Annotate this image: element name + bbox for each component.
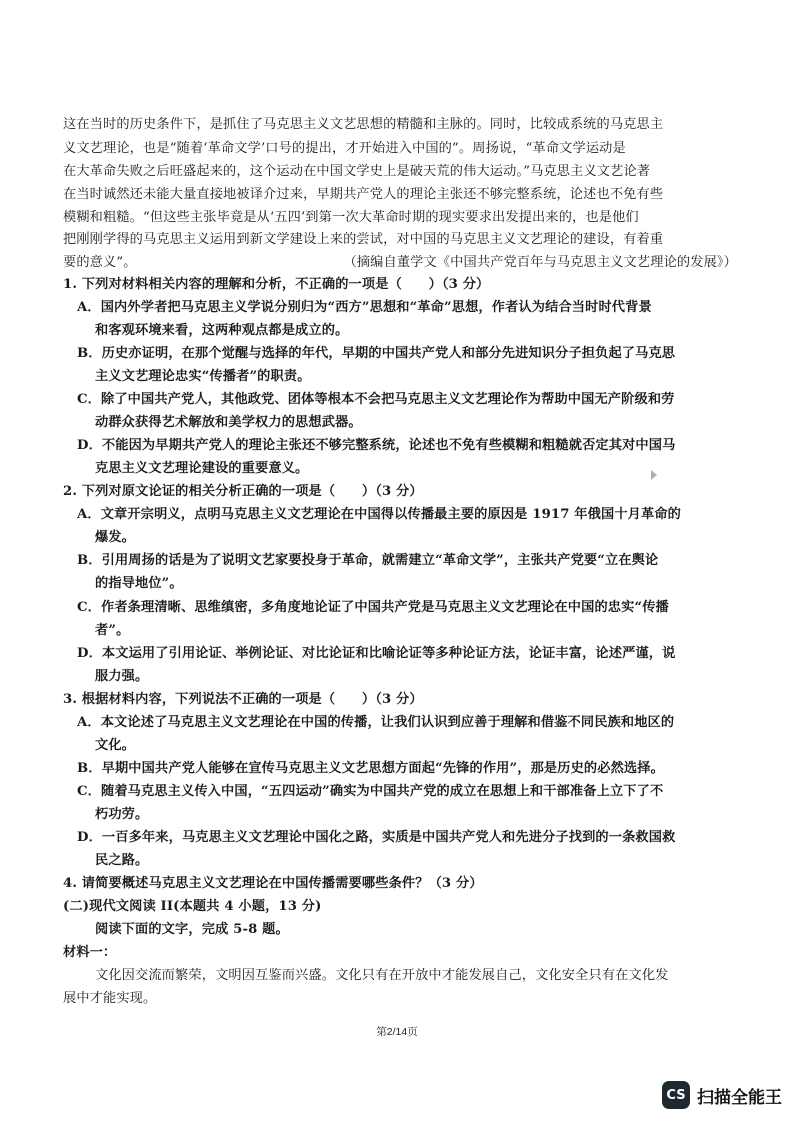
page-number: 第2/14页 [376, 1026, 418, 1038]
q2-option-a: A．文章开宗明义，点明马克思主义文艺理论在中国得以传播最主要的原因是 1917 年俄国十月革命的 [77, 507, 682, 522]
section-heading: (二)现代文阅读 II(本题共 4 小题，13 分) [63, 899, 322, 914]
q1-option-b-cont: 主义文艺理论忠实“传播者”的职责。 [95, 369, 311, 384]
camscanner-logo-icon: CS [662, 1081, 690, 1109]
q3-option-b: B．早期中国共产党人能够在宣传马克思主义文艺思想方面起“先锋的作用”，那是历史的必然选择。 [77, 761, 664, 776]
q3-option-d-cont: 民之路。 [95, 853, 149, 868]
q1-option-a-cont: 和客观环境来看，这两种观点都是成立的。 [95, 323, 349, 338]
q1-option-a: A．国内外学者把马克思主义学说分别归为“西方”思想和“革命”思想，作者认为结合当时时代背景 [77, 300, 652, 315]
q2-option-b-cont: 的指导地位”。 [95, 576, 183, 591]
q2-option-b: B．引用周扬的话是为了说明文艺家要投身于革命，就需建立“革命文学”，主张共产党要“立在舆论 [77, 553, 659, 568]
passage-line: 把刚刚学得的马克思主义运用到新文学建设上来的尝试，对中国的马克思主义文艺理论的建设，有着重 [63, 232, 664, 247]
material-text-line: 文化因交流而繁荣，文明因互鉴而兴盛。文化只有在开放中才能发展自己，文化安全只有在文化发 [95, 968, 669, 983]
q2-option-c: C．作者条理清晰、思维缜密，多角度地论证了中国共产党是马克思主义文艺理论在中国的忠实“传播 [77, 600, 669, 615]
scanner-watermark [662, 1076, 782, 1114]
q1-option-b: B．历史亦证明，在那个觉醒与选择的年代，早期的中国共产党人和部分先进知识分子担负起了马克思 [77, 346, 676, 361]
passage-line: 这在当时的历史条件下，是抓住了马克思主义文艺思想的精髓和主脉的。同时，比较成系统的马克思主 [63, 117, 664, 132]
passage-line: 模糊和粗糙。“但这些主张毕竟是从‘五四’到第一次大革命时期的现实要求出发提出来的，也是他们 [63, 210, 639, 225]
q2-option-a-cont: 爆发。 [95, 530, 136, 545]
question-4-stem: 4. 请简要概述马克思主义文艺理论在中国传播需要哪些条件？（3 分） [63, 876, 483, 891]
question-2-stem: 2. 下列对原文论证的相关分析正确的一项是（ ）（3 分） [63, 484, 423, 499]
q3-option-c-cont: 朽功劳。 [95, 807, 149, 822]
q3-option-d: D．一百多年来，马克思主义文艺理论中国化之路，实质是中国共产党人和先进分子找到的一条救国救 [77, 830, 676, 845]
question-1-stem: 1. 下列对材料相关内容的理解和分析，不正确的一项是（ ）（3 分） [63, 277, 490, 292]
q2-option-c-cont: 者”。 [95, 623, 130, 638]
source-citation: （摘编自董学文《中国共产党百年与马克思主义文艺理论的发展》） [343, 255, 737, 270]
q1-option-d-cont: 克思主义文艺理论建设的重要意义。 [95, 461, 309, 476]
q2-option-d-cont: 服力强。 [95, 669, 149, 684]
material-label: 材料一： [63, 945, 117, 960]
q3-option-a-cont: 文化。 [95, 738, 136, 753]
passage-line: 在大革命失败之后旺盛起来的，这个运动在中国文学史上是破天荒的伟大运动。”马克思主义文艺论著 [63, 164, 651, 179]
q1-option-c-cont: 动群众获得艺术解放和美学权力的思想武器。 [95, 415, 362, 430]
passage-line: 要的意义”。 [63, 255, 137, 270]
triangle-arrow-icon [651, 470, 657, 480]
scanner-app-name: 扫描全能王 [697, 1087, 782, 1108]
q1-option-d: D．不能因为早期共产党人的理论主张还不够完整系统，论述也不免有些模糊和粗糙就否定其对中国马 [77, 438, 676, 453]
q2-option-d: D．本文运用了引用论证、举例论证、对比论证和比喻论证等多种论证方法，论证丰富，论述严谨，说 [77, 646, 676, 661]
question-3-stem: 3. 根据材料内容，下列说法不正确的一项是（ ）（3 分） [63, 692, 423, 707]
q1-option-c: C．除了中国共产党人，其他政党、团体等根本不会把马克思主义文艺理论作为帮助中国无产阶级和劳 [77, 392, 675, 407]
passage-line: 在当时诚然还未能大量直接地被译介过来，早期共产党人的理论主张还不够完整系统，论述也不免有些 [63, 187, 664, 202]
section-instruction: 阅读下面的文字，完成 5-8 题。 [95, 922, 289, 937]
passage-line: 义文艺理论，也是“随着‘革命文学’口号的提出，才开始进入中国的”。周扬说，“革命文学运动是 [63, 141, 626, 156]
q3-option-c: C．随着马克思主义传入中国，“五四运动”确实为中国共产党的成立在思想上和干部准备上立下了不 [77, 784, 664, 799]
q3-option-a: A．本文论述了马克思主义文艺理论在中国的传播，让我们认识到应善于理解和借鉴不同民族和地区的 [77, 715, 675, 730]
material-text-line: 展中才能实现。 [63, 991, 157, 1006]
